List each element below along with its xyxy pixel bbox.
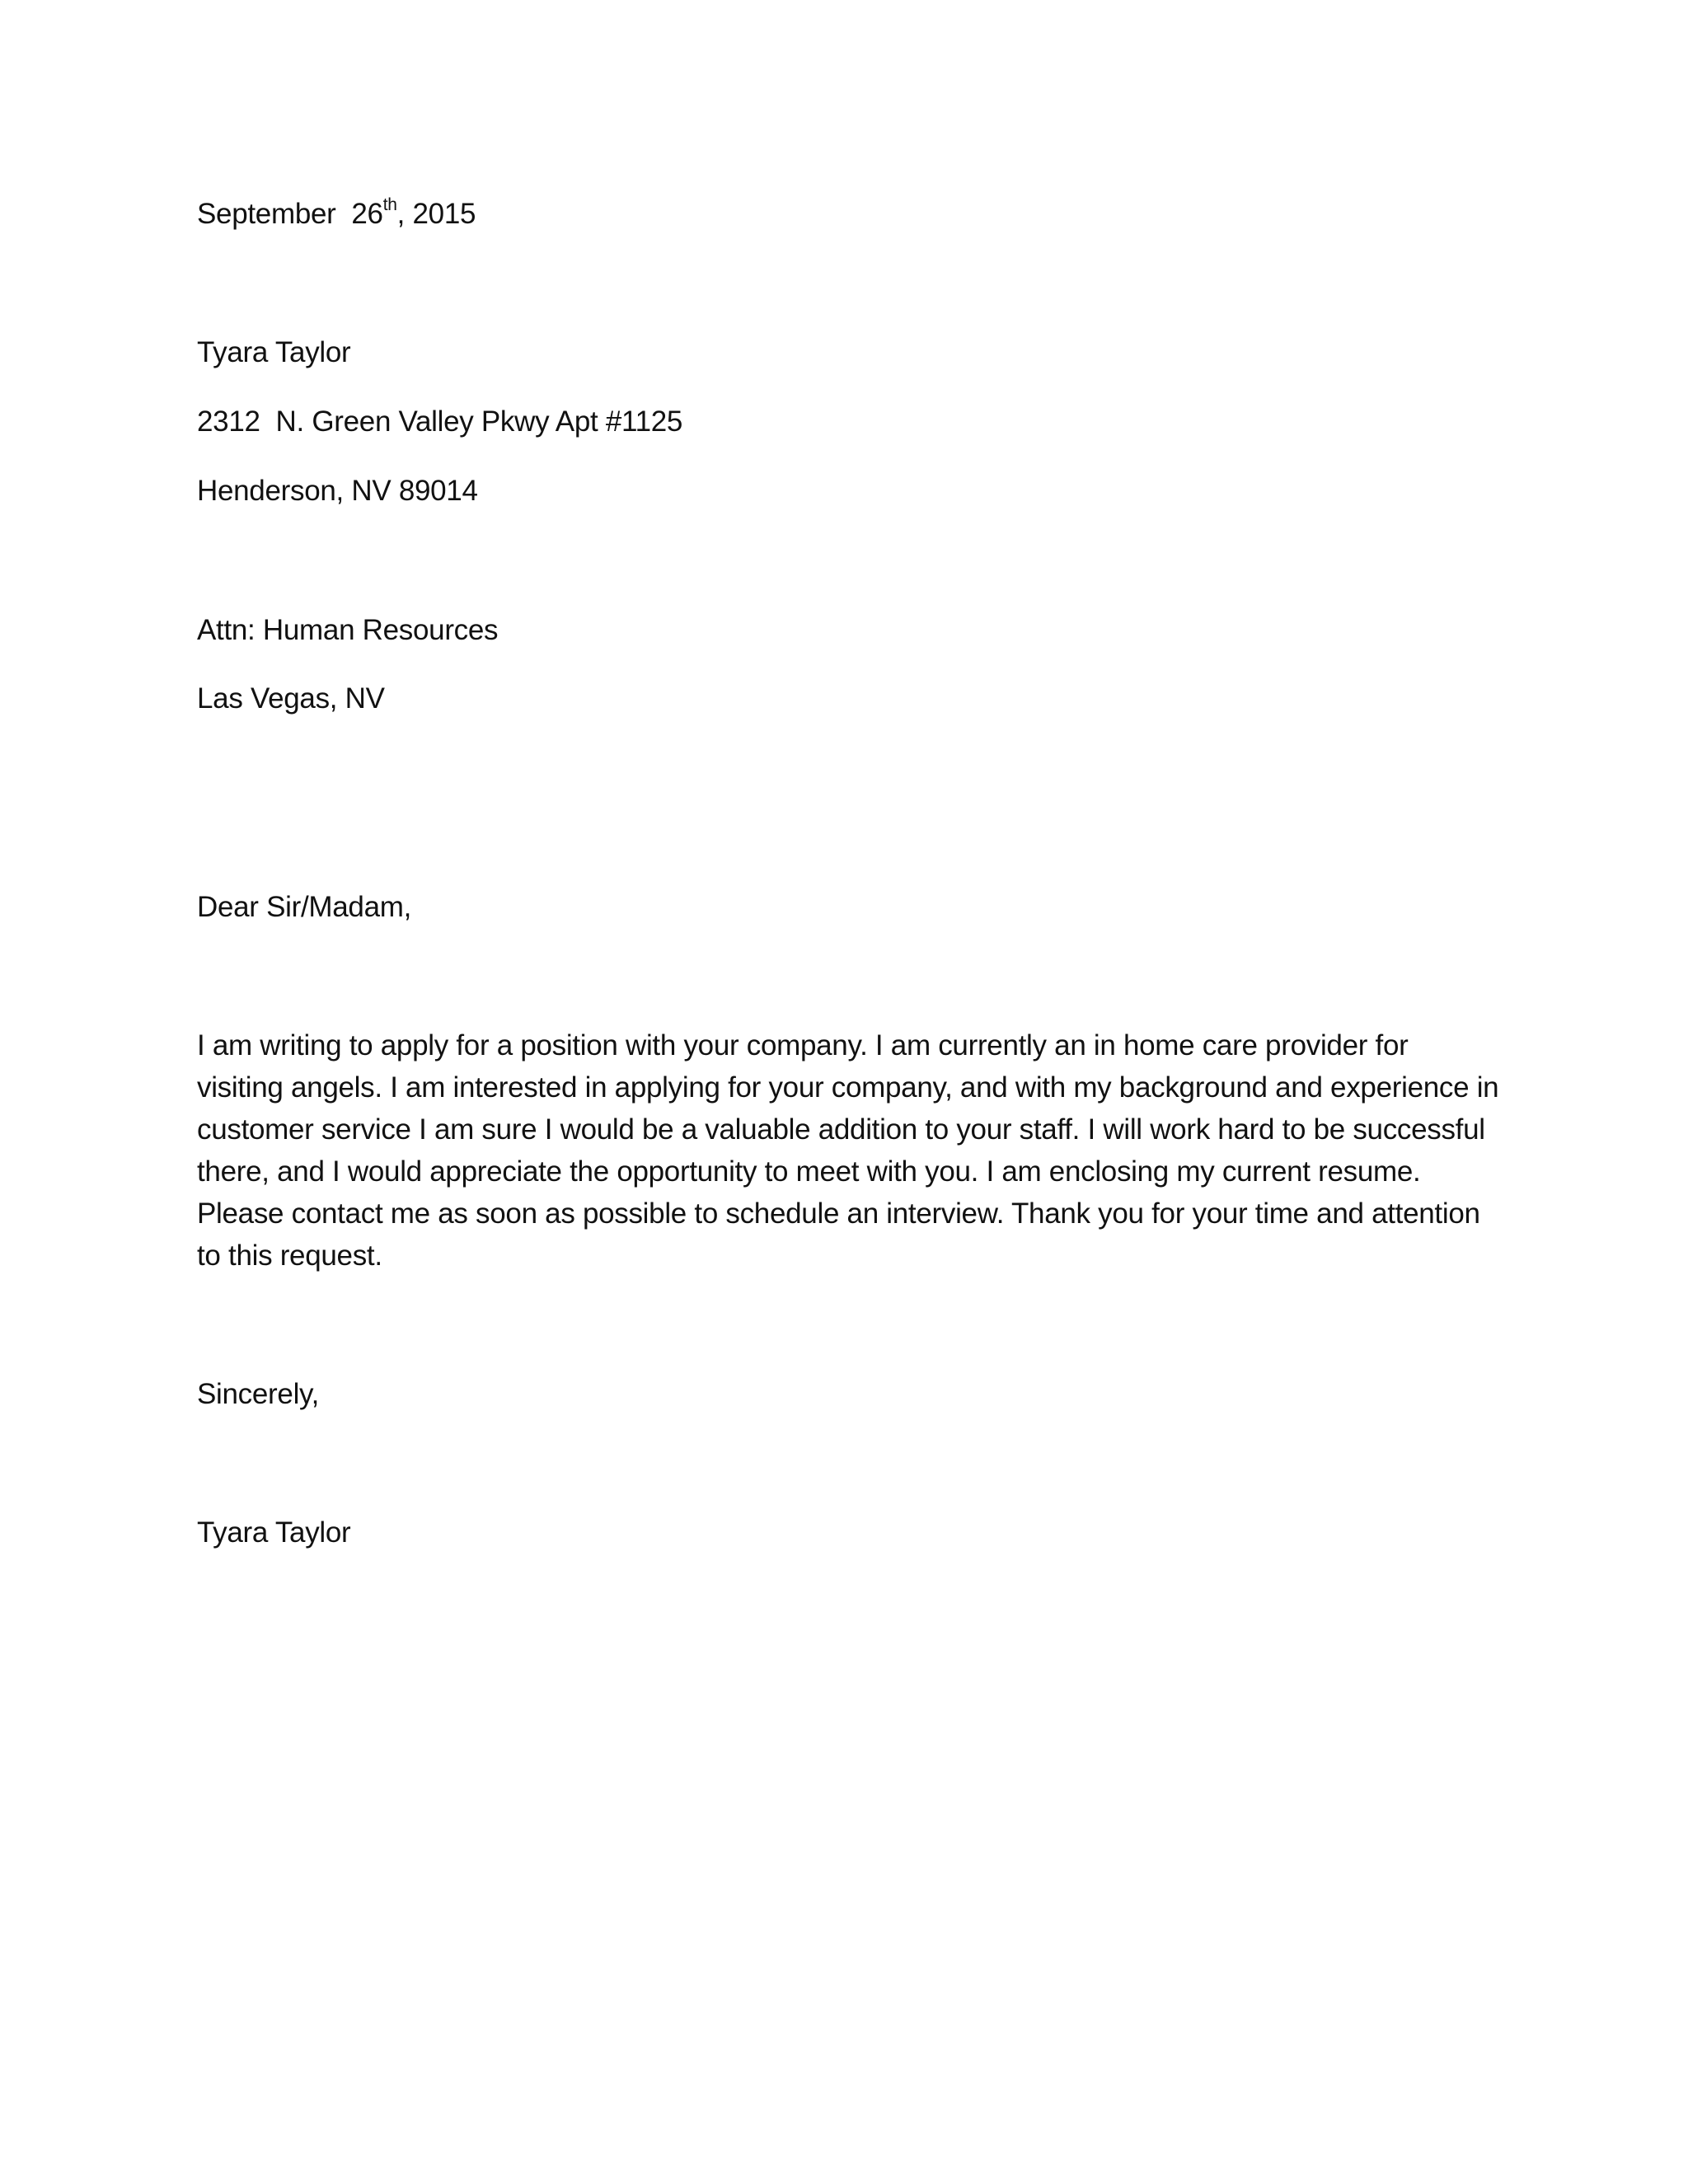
letter-date (197, 193, 476, 235)
body-line: Please contact me as soon as possible to schedule an interview. Thank you for your time and attention (197, 1197, 1480, 1230)
body-line: customer service I am sure I would be a valuable addition to your staff. I will work hard to be successful (197, 1113, 1485, 1146)
recipient-attention: Attn: Human Resources (197, 614, 499, 646)
date-day-suffix: th (382, 195, 397, 215)
date-year: , 2015 (396, 198, 476, 230)
sender-street-address: 2312 N. Green Valley Pkwy Apt #1125 (197, 405, 683, 438)
salutation: Dear Sir/Madam, (197, 891, 412, 923)
closing: Sincerely, (197, 1378, 320, 1410)
body-line: visiting angels. I am interested in applying for your company, and with my background and experience in (197, 1071, 1499, 1104)
recipient-city-state: Las Vegas, NV (197, 682, 385, 715)
sender-city-state-zip: Henderson, NV 89014 (197, 475, 478, 507)
signature-name: Tyara Taylor (197, 1516, 351, 1549)
body-line: to this request. (197, 1240, 382, 1272)
body-line: there, and I would appreciate the opportunity to meet with you. I am enclosing my current resume. (197, 1155, 1421, 1188)
body-line: I am writing to apply for a position with your company. I am currently an in home care provider for (197, 1029, 1409, 1062)
body-paragraph (197, 1024, 1499, 1277)
date-month: September (197, 198, 336, 230)
sender-name: Tyara Taylor (197, 336, 351, 368)
date-day: 26 (351, 198, 383, 230)
